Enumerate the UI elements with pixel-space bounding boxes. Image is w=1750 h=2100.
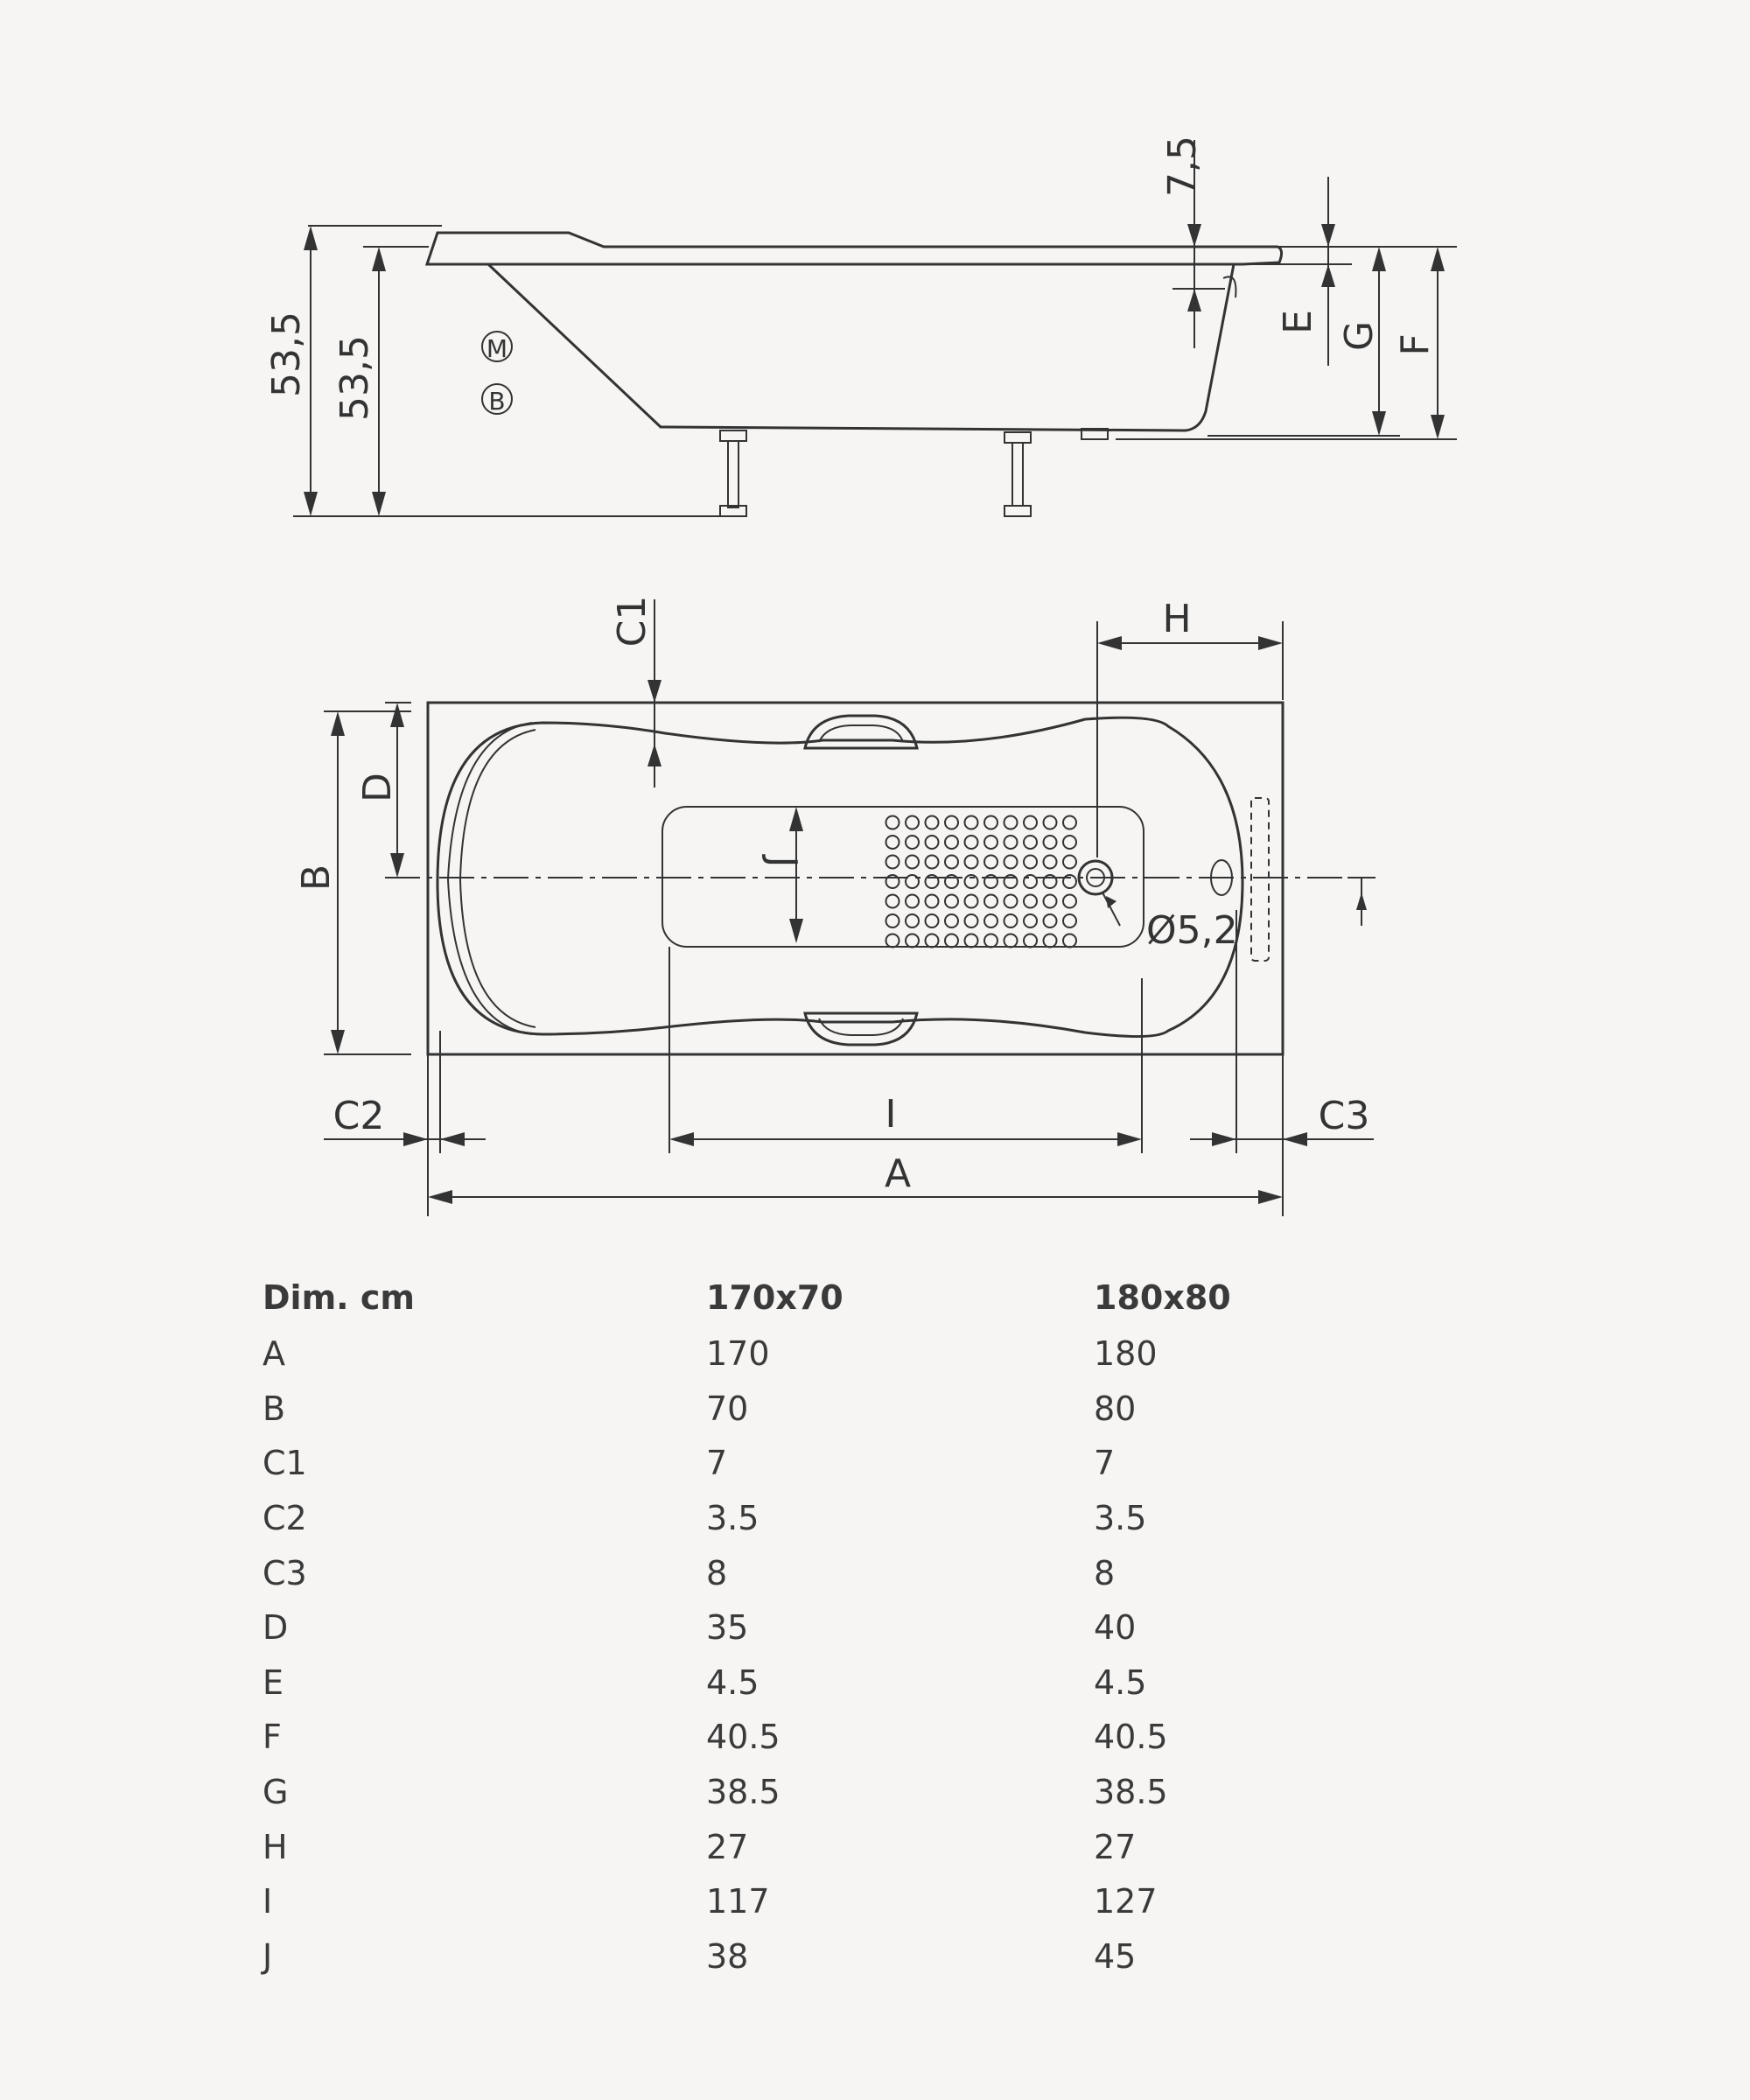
dim-value: 7 [1094,1444,1116,1483]
anti-slip-dot [984,934,998,948]
anti-slip-dot [1044,816,1057,830]
anti-slip-dot [1063,856,1076,869]
anti-slip-dot [926,914,939,928]
anti-slip-dot [1004,914,1018,928]
dim-value: 38 [706,1936,749,1976]
dim-value: 8 [706,1553,728,1592]
right-leg [1004,432,1031,516]
dim-value: 80 [1094,1389,1137,1428]
anti-slip-dot [965,816,978,830]
header-dim: Dim. cm [262,1278,415,1317]
anti-slip-dot [945,914,958,928]
svg-text:M: M [486,334,508,363]
dim-letter: E [262,1662,284,1702]
anti-slip-dot [926,934,939,948]
dim-label-c1: C1 [610,595,654,648]
dim-label-b: B [294,864,339,892]
anti-slip-dot [1004,895,1018,908]
anti-slip-dot [965,934,978,948]
end-panel [1251,798,1269,961]
anti-slip-dot [906,836,919,849]
anti-slip-dot [945,895,958,908]
anti-slip-dot [1044,934,1057,948]
tub-rim [427,233,1282,264]
anti-slip-dot [984,856,998,869]
table-row [262,1491,1356,1546]
handle-top [805,716,917,748]
dim-value: 35 [706,1608,749,1648]
anti-slip-dot [945,934,958,948]
anti-slip-dot [945,836,958,849]
anti-slip-dot [886,914,900,928]
table-row [262,1382,1356,1437]
dim-value: 38.5 [706,1773,780,1812]
anti-slip-dot [926,856,939,869]
dim-letter: D [262,1608,289,1648]
anti-slip-dot [945,856,958,869]
dim-value: 8 [1094,1553,1116,1592]
dim-label-g: G [1337,320,1382,352]
anti-slip-dot [926,816,939,830]
anti-slip-dot [984,816,998,830]
anti-slip-dot [1044,895,1057,908]
anti-slip-dot [1024,895,1037,908]
anti-slip-dot [926,836,939,849]
dim-letter: B [262,1389,286,1428]
table-row [262,1765,1356,1820]
anti-slip-dot [906,914,919,928]
anti-slip-dot [1063,914,1076,928]
anti-slip-dot [1063,816,1076,830]
dim-value: 117 [706,1882,770,1922]
dim-letter: C3 [262,1553,307,1592]
anti-slip-dot [1024,934,1037,948]
drain-label: Ø5,2 [1146,908,1238,953]
dim-value: 40 [1094,1608,1137,1648]
header-180x80: 180x80 [1094,1278,1231,1317]
height-label-outer: 53,5 [264,312,309,397]
anti-slip-dot [945,816,958,830]
table-row [262,1874,1356,1929]
dim-label-d: D [355,773,400,802]
table-row [262,1436,1356,1491]
dimensions-table [262,1269,1356,1984]
anti-slip-dot [1024,856,1037,869]
dim-value: 180 [1094,1334,1158,1374]
dim-value: 27 [1094,1827,1137,1866]
anti-slip-dots [886,816,1077,948]
table-row [262,1710,1356,1765]
table-row [262,1600,1356,1656]
dim-letter: A [262,1334,285,1374]
anti-slip-dot [886,836,900,849]
anti-slip-dot [984,914,998,928]
anti-slip-dot [1024,914,1037,928]
table-row [262,1326,1356,1382]
anti-slip-dot [1044,914,1057,928]
tub-body [488,264,1234,430]
dim-value: 38.5 [1094,1773,1168,1812]
dim-letter: I [262,1882,273,1922]
svg-text:B: B [488,387,506,416]
anti-slip-dot [906,816,919,830]
anti-slip-dot [1063,934,1076,948]
anti-slip-dot [1004,934,1018,948]
badge-b [482,384,512,416]
dim-label-i: I [885,1092,897,1137]
dim-value: 40.5 [706,1718,780,1757]
anti-slip-dot [965,914,978,928]
anti-slip-dot [1024,816,1037,830]
anti-slip-dot [1004,816,1018,830]
dim-value: 3.5 [1094,1499,1147,1538]
dim-label-c3: C3 [1318,1094,1370,1138]
anti-slip-dot [984,895,998,908]
dim-value: 45 [1094,1936,1137,1976]
dim-value: 40.5 [1094,1718,1168,1757]
dim-letter: F [262,1718,282,1757]
anti-slip-dot [886,895,900,908]
dim-value: 70 [706,1389,749,1428]
anti-slip-dot [1044,856,1057,869]
anti-slip-dot [906,856,919,869]
dim-letter: C1 [262,1444,307,1483]
rim-label: 7,5 [1160,136,1205,197]
anti-slip-dot [906,934,919,948]
anti-slip-dot [1024,836,1037,849]
dim-label-f: F [1393,333,1438,356]
table-row [262,1545,1356,1600]
side-view [264,136,1457,516]
dim-label-e: E [1276,310,1320,334]
anti-slip-dot [1063,836,1076,849]
dim-value: 127 [1094,1882,1158,1922]
anti-slip-dot [1063,895,1076,908]
table-row [262,1656,1356,1711]
dim-value: 4.5 [706,1662,760,1702]
handle-bottom [805,1013,917,1045]
height-label-inner: 53,5 [332,335,377,421]
dim-label-h: H [1162,597,1192,641]
anti-slip-dot [984,836,998,849]
dim-value: 3.5 [706,1499,760,1538]
dim-value: 170 [706,1334,770,1374]
dim-value: 7 [706,1444,728,1483]
badge-m [482,332,512,363]
dim-label-j: J [760,856,805,868]
dim-label-a: A [884,1152,912,1196]
table-row [262,1929,1356,1984]
table-header-row [262,1269,1356,1326]
dim-value: 4.5 [1094,1662,1147,1702]
dim-letter: H [262,1827,288,1866]
anti-slip-dot [965,856,978,869]
anti-slip-dot [965,836,978,849]
anti-slip-dot [1044,836,1057,849]
top-view [294,596,1376,1216]
dim-letter: J [262,1936,273,1976]
dim-letter: C2 [262,1499,307,1538]
anti-slip-dot [886,856,900,869]
anti-slip-dot [926,895,939,908]
anti-slip-dot [906,895,919,908]
anti-slip-dot [965,895,978,908]
dim-letter: G [262,1773,289,1812]
anti-slip-dot [886,816,900,830]
anti-slip-dot [886,934,900,948]
dim-value: 27 [706,1827,749,1866]
header-170x70: 170x70 [706,1278,844,1317]
anti-slip-dot [1004,836,1018,849]
anti-slip-dot [1004,856,1018,869]
left-leg [720,430,746,516]
dim-label-c2: C2 [332,1094,385,1138]
table-row [262,1819,1356,1874]
